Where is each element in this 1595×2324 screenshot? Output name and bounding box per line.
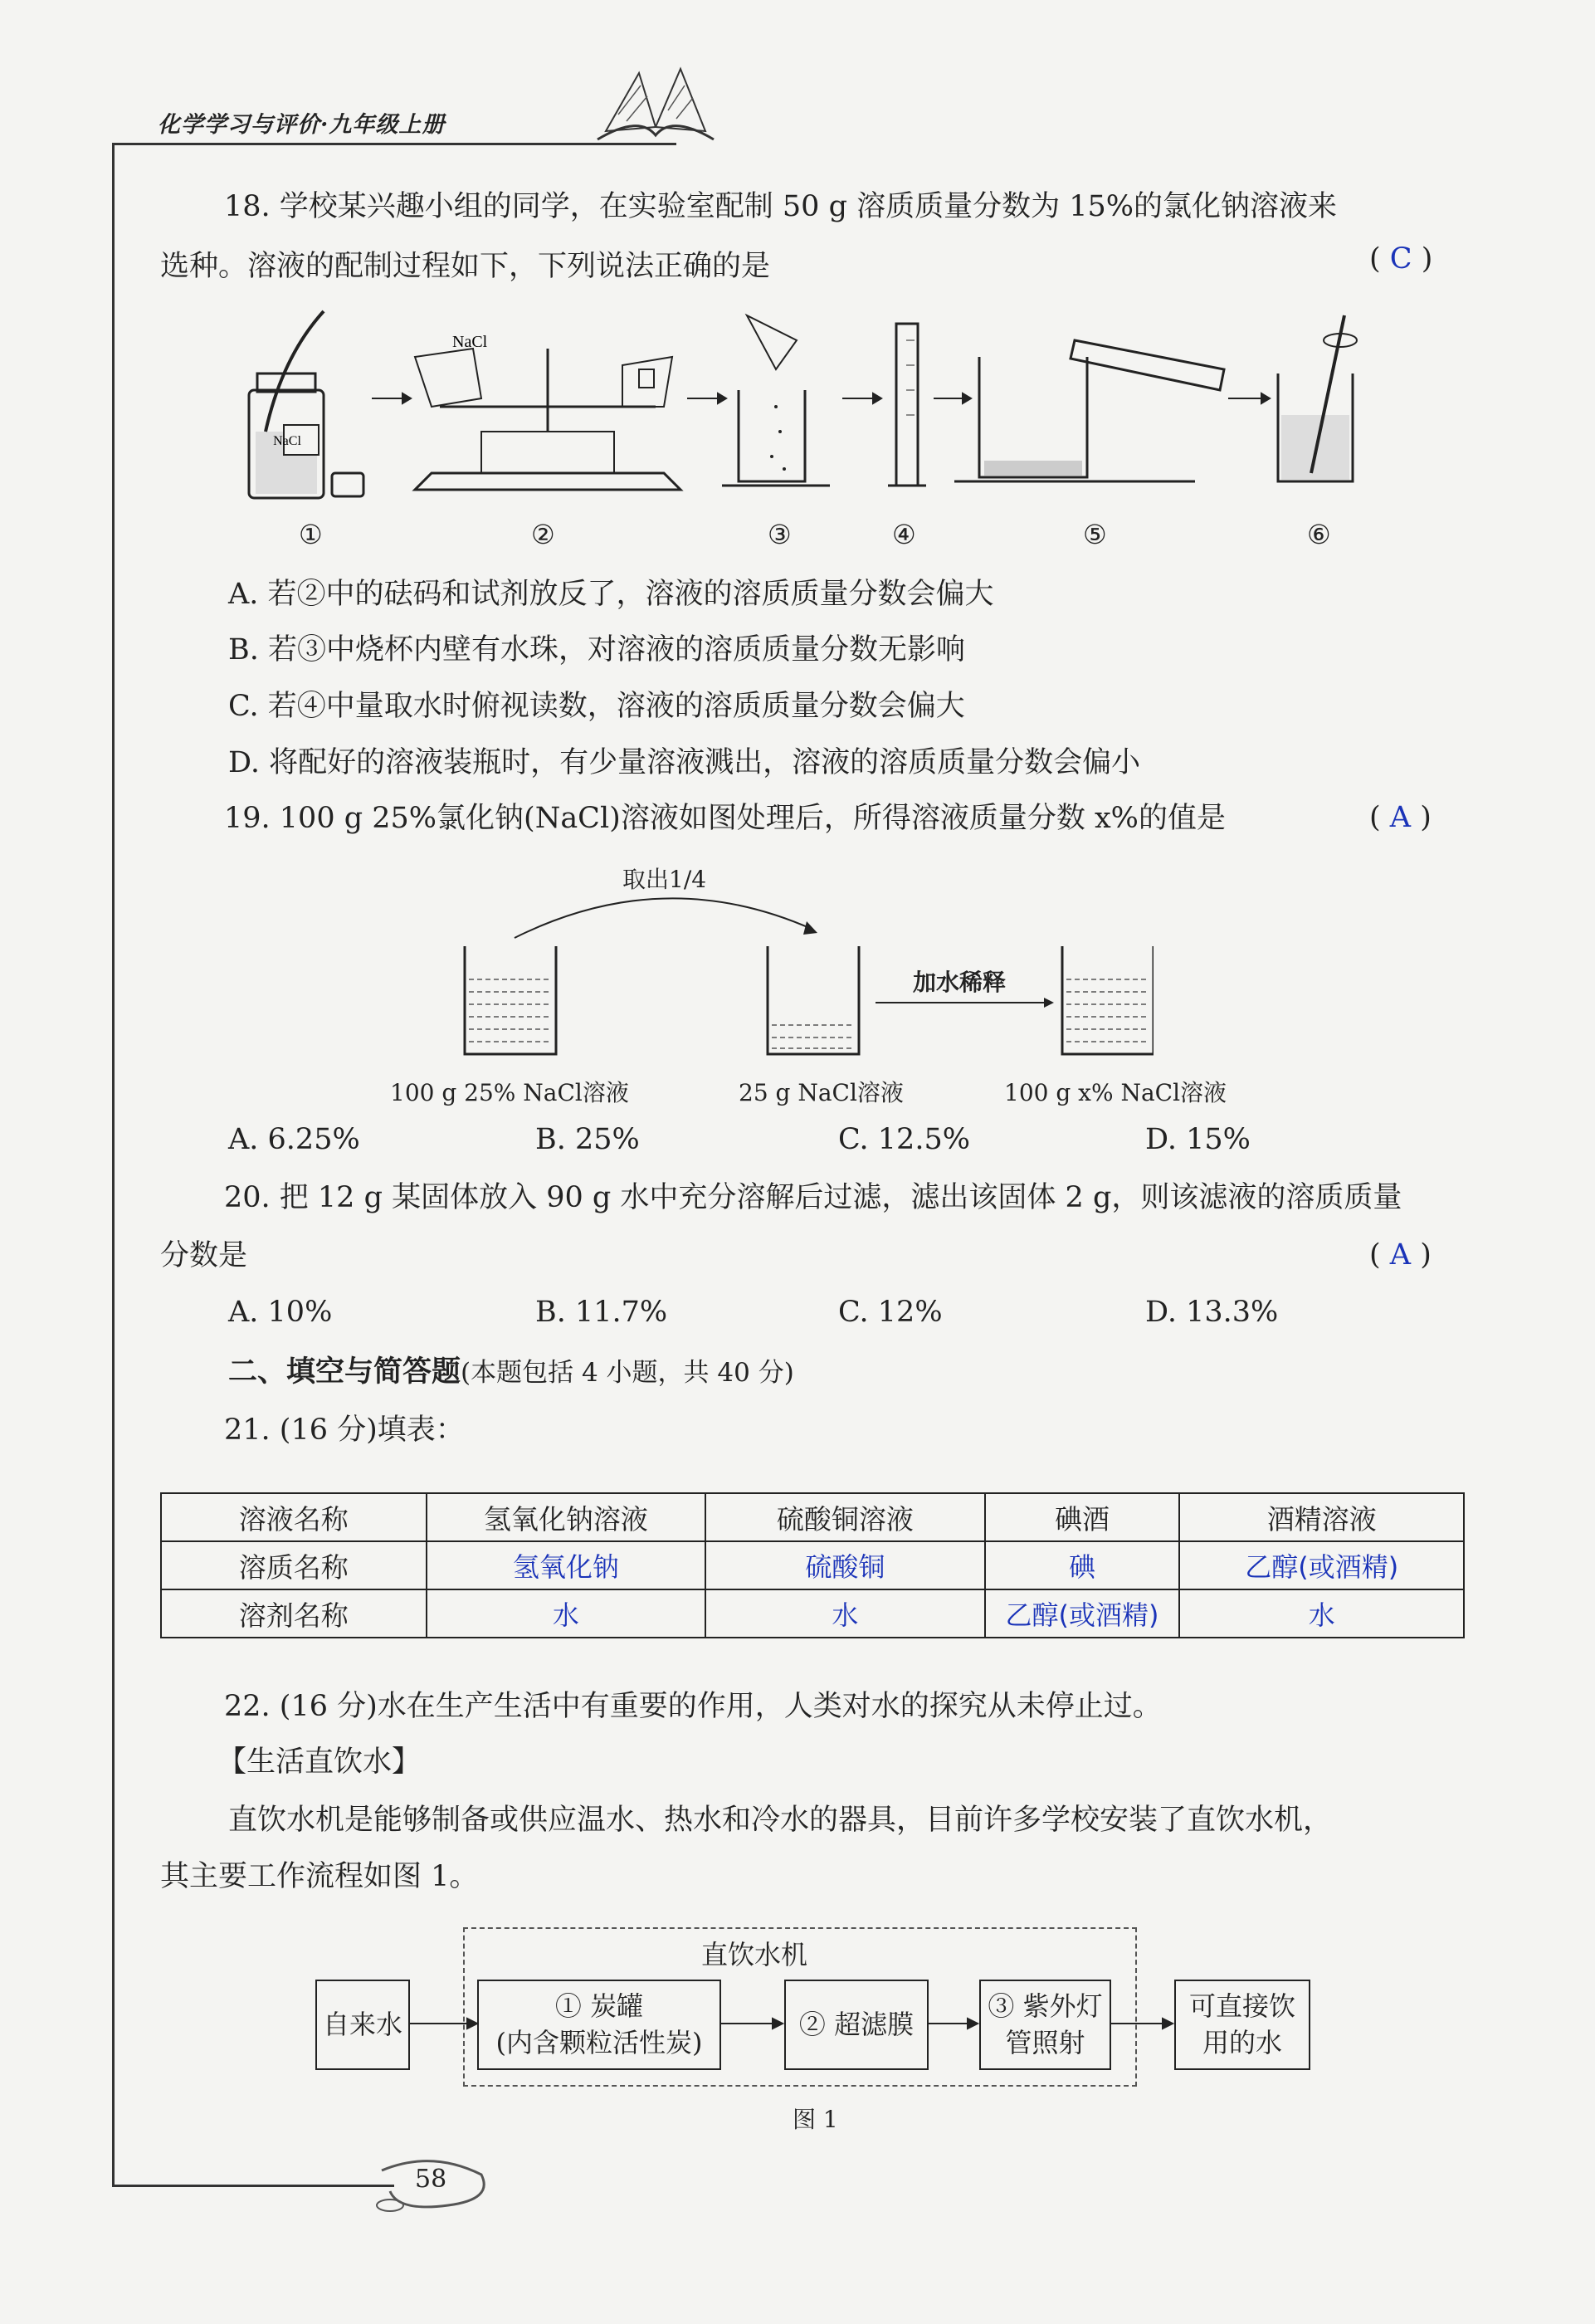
q18-option-c: C. 若④中量取水时俯视读数，溶液的溶质质量分数会偏大 [228, 690, 965, 723]
q19-dilute-label: 加水稀释 [913, 969, 1007, 996]
flow-step3-line2: 管照射 [1005, 2026, 1085, 2058]
beaker-label-3: 100 g x% NaCl溶液 [1004, 1079, 1227, 1106]
machine-label [701, 1934, 807, 1972]
flow-source-box [315, 1980, 410, 2070]
step-label-1: ① [299, 519, 323, 550]
q20-option-a: A. 10% [228, 1296, 333, 1329]
q20-answer-bracket: ( A ) [1369, 1238, 1432, 1272]
q18-stem-line1: 18. 学校某兴趣小组的同学，在实验室配制 50 g 溶质质量分数为 15%的氯化钠溶液来 [224, 190, 1338, 223]
q19-option-a: A. 6.25% [228, 1123, 360, 1156]
step-label-6: ⑥ [1307, 519, 1331, 550]
q19-answer: A [1389, 801, 1412, 834]
section2-title: 二、填空与简答题 [228, 1355, 461, 1389]
flow-step1-line2: (内含颗粒活性炭) [495, 2026, 703, 2058]
answer-cell: 乙醇(或酒精) [985, 1589, 1180, 1638]
figure-caption: 图 1 [793, 2106, 838, 2133]
q18-answer: C [1389, 242, 1412, 276]
answer-cell: 乙醇(或酒精) [1179, 1541, 1464, 1589]
balance-nacl-label: NaCl [452, 333, 488, 351]
flow-arrows [407, 2013, 1178, 2038]
beaker-pouring-water [954, 340, 1224, 481]
step-label-4: ④ [892, 519, 916, 550]
q19-option-c: C. 12.5% [838, 1123, 970, 1156]
table-cell: 碘酒 [985, 1493, 1180, 1541]
header-rule [112, 143, 676, 145]
table-cell: 硫酸铜溶液 [705, 1493, 985, 1541]
q20-stem-line2: 分数是 [160, 1239, 248, 1272]
step-label-3: ③ [768, 519, 792, 550]
q22-paragraph-line2: 其主要工作流程如图 1。 [160, 1860, 479, 1893]
answer-cell: 氢氧化钠 [427, 1541, 706, 1589]
q20-option-b: B. 11.7% [535, 1296, 668, 1329]
beaker-label-1: 100 g 25% NaCl溶液 [390, 1079, 629, 1106]
table-row [161, 1541, 1464, 1589]
flow-output-line2: 用的水 [1202, 2026, 1282, 2058]
table-cell: 溶剂名称 [161, 1589, 427, 1638]
table-row [161, 1589, 1464, 1638]
q21-table [160, 1492, 1465, 1638]
table-cell: 溶质名称 [161, 1541, 427, 1589]
q18-apparatus-figure [232, 307, 1394, 523]
q19-answer-bracket: ( A ) [1369, 801, 1432, 834]
q20-option-c: C. 12% [838, 1296, 943, 1329]
flow-step2: ② 超滤膜 [798, 2008, 915, 2040]
machine-label-text: 直饮水机 [701, 1939, 808, 1970]
flow-step1-line1: ① 炭罐 [554, 1990, 644, 2023]
margin-rule [112, 143, 115, 2185]
process-arrows [372, 393, 1270, 403]
table-cell: 溶液名称 [161, 1493, 427, 1541]
answer-cell: 硫酸铜 [705, 1541, 985, 1589]
graduated-cylinder [888, 324, 926, 486]
q19-option-d: D. 15% [1145, 1123, 1251, 1156]
step-label-5: ⑤ [1083, 519, 1107, 550]
reagent-jar [249, 311, 363, 498]
q20-stem-line1: 20. 把 12 g 某固体放入 90 g 水中充分溶解后过滤，滤出该固体 2 g，则该滤液的溶质质量 [224, 1181, 1402, 1214]
answer-cell: 水 [427, 1589, 706, 1638]
beaker-stirring [1278, 315, 1357, 481]
flow-output-box [1174, 1980, 1310, 2070]
q19-dilution-figure [448, 888, 1154, 1071]
q22-subtitle: 【生活直饮水】 [217, 1745, 422, 1779]
q19-stem: 19. 100 g 25%氯化钠(NaCl)溶液如图处理后，所得溶液质量分数 x%的值是 [224, 802, 1226, 835]
beaker-100g-x-pct [1062, 946, 1154, 1054]
table-cell: 酒精溶液 [1179, 1493, 1464, 1541]
running-header: 化学学习与评价·九年级上册 [158, 112, 446, 138]
q20-option-d: D. 13.3% [1145, 1296, 1279, 1329]
q18-option-d: D. 将配好的溶液装瓶时，有少量溶液溅出，溶液的溶质质量分数会偏小 [228, 746, 1141, 779]
jar-nacl-label: NaCl [273, 434, 301, 448]
q18-option-b: B. 若③中烧杯内壁有水珠，对溶液的溶质质量分数无影响 [228, 633, 965, 666]
q22-paragraph-line1: 直饮水机是能够制备或供应温水、热水和冷水的器具，目前许多学校安装了直饮水机， [228, 1804, 1333, 1837]
answer-cell: 碘 [985, 1541, 1180, 1589]
answer-cell: 水 [705, 1589, 985, 1638]
beaker-100g-25pct [465, 946, 556, 1054]
q18-answer-bracket: ( C ) [1369, 242, 1433, 276]
q18-option-a: A. 若②中的砝码和试剂放反了，溶液的溶质质量分数会偏大 [228, 578, 994, 611]
beaker-with-solid [722, 315, 830, 486]
q19-option-b: B. 25% [535, 1123, 640, 1156]
step-label-2: ② [531, 519, 555, 550]
beaker-25g [768, 946, 859, 1054]
page-number: 58 [415, 2165, 447, 2194]
beaker-label-2: 25 g NaCl溶液 [739, 1079, 904, 1106]
section2-heading [228, 1355, 794, 1389]
q18-stem-line2: 选种。溶液的配制过程如下，下列说法正确的是 [160, 250, 771, 283]
footer-rule [112, 2185, 394, 2187]
q22-stem: 22. (16 分)水在生产生活中有重要的作用，人类对水的探究从未停止过。 [224, 1690, 1162, 1723]
balance-scale [415, 349, 680, 490]
q21-stem: 21. (16 分)填表： [224, 1413, 465, 1447]
q19-take-label: 取出1/4 [622, 866, 707, 893]
section2-note: (本题包括 4 小题，共 40 分) [461, 1358, 794, 1388]
answer-cell: 水 [1179, 1589, 1464, 1638]
flow-output-line1: 可直接饮 [1188, 1990, 1295, 2023]
open-book-icon [589, 65, 722, 148]
flow-source: 自来水 [322, 2008, 402, 2040]
flow-step3-line1: ③ 紫外灯 [988, 1990, 1103, 2023]
table-row [161, 1493, 1464, 1541]
table-cell: 氢氧化钠溶液 [427, 1493, 706, 1541]
q20-answer: A [1389, 1238, 1412, 1272]
